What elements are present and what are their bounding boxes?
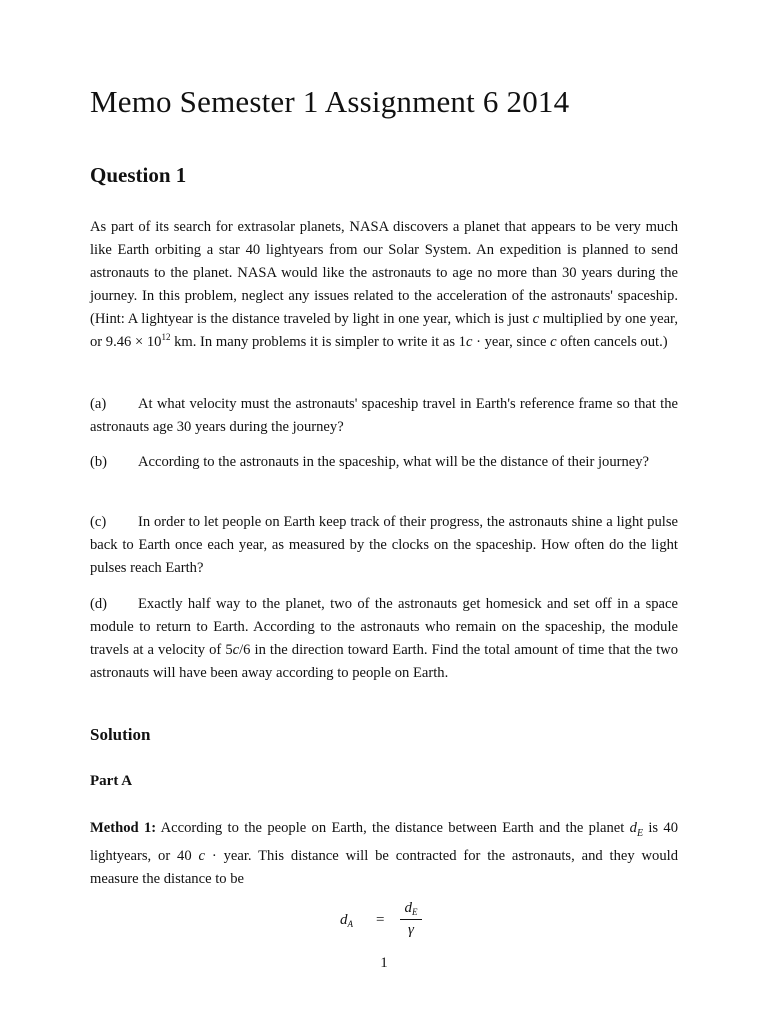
equation-denominator: γ (408, 922, 414, 938)
intro-c-1: c (532, 311, 540, 327)
method-1-text-2: is 40 lightyears, or 40 (90, 820, 679, 864)
intro-text-5: often cancels out.) (556, 334, 668, 350)
intro-c-3: c (550, 334, 557, 350)
intro-text-1: As part of its search for extrasolar planets, NASA discovers a planet that appears to be very much like Earth orbiting a star 40 lightyears from our Solar System. An expedition is planned to send astronauts to the planet. NASA would like the astronauts to age no more than 30 years during the journey. In this problem, neglect any issues related to the acceleration of the astronauts' spaceship. (Hint: A lightyear is the distance traveled by light in one year, which is just (90, 219, 678, 327)
part-d-text-1: Exactly half way to the planet, two of the astronauts get homesick and set off in a space module to return to Earth. According to the astronauts who remain on the spaceship, the module travels at a velocity of 5 (90, 596, 678, 658)
part-b-label: (b) (90, 454, 108, 470)
part-b-text: According to the astronauts in the spaceship, what will be the distance of their journey? (138, 454, 650, 470)
method-1-dE: $d_E$ (629, 820, 644, 839)
solution-heading: Solution (90, 725, 151, 744)
equation-numerator: $d_E$ (404, 900, 418, 917)
part-c-question (90, 511, 678, 580)
page-number: 1 (380, 955, 388, 971)
question-intro-paragraph (90, 216, 678, 354)
method-1-c: c (198, 847, 205, 864)
document-title: Memo Semester 1 Assignment 6 2014 (90, 84, 570, 119)
part-c-text: In order to let people on Earth keep track of their progress, the astronauts shine a light pulse back to Earth once each year, as measured by the clocks on the spaceship. How often do the light pulses reach Earth? (90, 514, 678, 576)
part-d-label: (d) (90, 596, 108, 612)
intro-c-2: c (465, 334, 473, 350)
part-a-text: At what velocity must the astronauts' spaceship travel in Earth's reference frame so that the astronauts age 30 years during the journey? (90, 396, 678, 435)
part-d-text-2: /6 in the direction toward Earth. Find the total amount of time that the two astronauts will have been away according to people on Earth. (90, 642, 678, 681)
intro-text-3: km. In many problems it is simpler to write it as 1 (170, 334, 466, 350)
method-1-label: Method 1: (90, 820, 157, 836)
part-c-label: (c) (90, 514, 107, 530)
intro-text-2: multiplied by one year, or 9.46 × 10 (90, 311, 678, 350)
equation-fraction (400, 900, 422, 939)
question-heading: Question 1 (90, 163, 187, 187)
fraction-bar (400, 919, 422, 920)
part-b-question (90, 451, 678, 474)
intro-text-4: · year, since (472, 334, 551, 350)
part-a-heading: Part A (90, 773, 133, 789)
part-a-label: (a) (90, 396, 107, 412)
equation-lhs: $d_A$ (340, 912, 353, 929)
equation-equals-sign: = (376, 912, 385, 928)
intro-exponent: 12 (161, 332, 171, 342)
part-a-question (90, 393, 678, 439)
part-d-c: c (232, 642, 240, 658)
method-1-paragraph (90, 817, 678, 891)
method-1-text-1: According to the people on Earth, the distance between Earth and the planet (156, 820, 630, 836)
method-1-text-3: · year. This distance will be contracted for the astronauts, and they would measure the distance to be (90, 847, 678, 887)
part-d-question (90, 593, 678, 685)
